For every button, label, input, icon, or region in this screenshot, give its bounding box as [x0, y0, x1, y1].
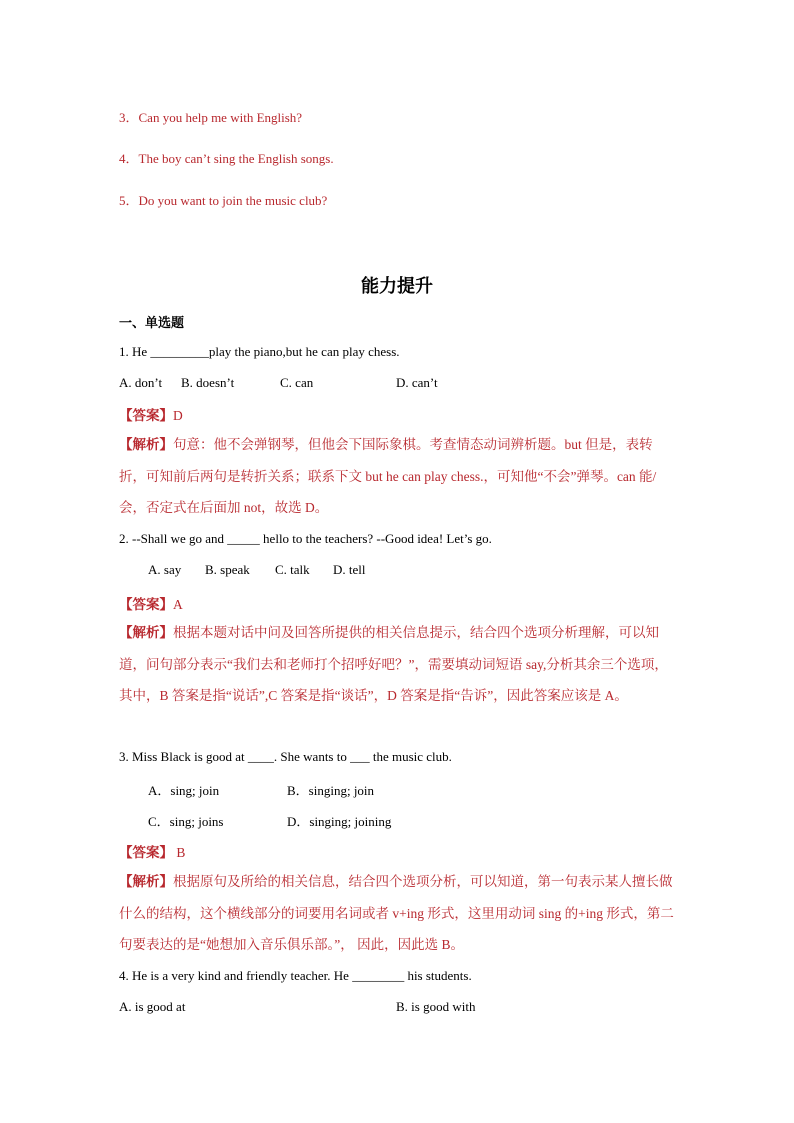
- q4-option-b: B. is good with: [396, 999, 476, 1014]
- q3-option-a: A．sing; join: [148, 783, 220, 798]
- q3-option-c: C．sing; joins: [148, 814, 224, 829]
- q1-analysis: [119, 429, 679, 523]
- q1-option-a: A. don’t: [119, 375, 163, 390]
- q1-option-c: C. can: [280, 375, 314, 390]
- section-title: 一、单选题: [119, 316, 185, 331]
- q2-analysis: [119, 617, 679, 711]
- analysis-label: 【解析】: [119, 625, 173, 641]
- analysis-label: 【解析】: [119, 437, 173, 453]
- q2-option-a: A. say: [148, 562, 182, 577]
- analysis-text: 根据原句及所给的相关信息，结合四个选项分析，可以知道，第一句表示某人擅长做什么的结构，这个横线部分的词要用名词或者 v+ing 形式，这里用动词 sing 的+ing 形式，第二句要表达的是“她想加入音乐俱乐部。”， 因此，因此选 B。: [119, 874, 674, 952]
- top-item-3: 3．Can you help me with English?: [119, 110, 303, 125]
- q4-stem: 4. He is a very kind and friendly teacher. He ________ his students.: [119, 968, 472, 983]
- page-heading: 能力提升: [361, 276, 433, 297]
- answer-label: 【答案】: [119, 597, 173, 613]
- answer-label: 【答案】: [119, 408, 173, 424]
- q2-stem: 2. --Shall we go and _____ hello to the teachers? --Good idea! Let’s go.: [119, 531, 492, 546]
- q2-option-d: D. tell: [333, 562, 366, 577]
- q1-option-d: D. can’t: [396, 375, 438, 390]
- q2-option-c: C. talk: [275, 562, 310, 577]
- q1-stem: 1. He _________play the piano,but he can play chess.: [119, 344, 400, 359]
- top-item-4: 4．The boy can’t sing the English songs.: [119, 151, 334, 166]
- q3-answer: [119, 841, 185, 861]
- analysis-text: 句意：他不会弹钢琴，但他会下国际象棋。考查情态动词辨析题。but 但是，表转折，可知前后两句是转折关系；联系下文 but he can play chess.，可知他“不会”弹琴。can 能/会，否定式在后面加 not，故选 D。: [119, 437, 657, 515]
- q4-option-a: A. is good at: [119, 999, 186, 1014]
- q3-option-b: B．singing; join: [287, 783, 375, 798]
- top-item-5: 5．Do you want to join the music club?: [119, 193, 328, 208]
- q2-answer: [119, 593, 183, 613]
- analysis-label: 【解析】: [119, 874, 173, 890]
- q3-stem: 3. Miss Black is good at ____. She wants to ___ the music club.: [119, 749, 452, 764]
- answer-value: D: [173, 408, 183, 423]
- analysis-text: 根据本题对话中问及回答所提供的相关信息提示，结合四个选项分析理解，可以知道，问句部分表示“我们去和老师打个招呼好吧？”，需要填动词短语 say,分析其余三个选项，其中，B 答案是指“说话”,C 答案是指“谈话”，D 答案是指“告诉”，因此答案应该是 A。: [119, 625, 668, 703]
- answer-label: 【答案】: [119, 845, 173, 861]
- q2-option-b: B. speak: [205, 562, 250, 577]
- q1-answer: [119, 404, 183, 424]
- answer-value: A: [173, 597, 183, 612]
- q3-analysis: [119, 866, 679, 960]
- q1-option-b: B. doesn’t: [181, 375, 235, 390]
- answer-value: B: [173, 845, 186, 860]
- q3-option-d: D．singing; joining: [287, 814, 392, 829]
